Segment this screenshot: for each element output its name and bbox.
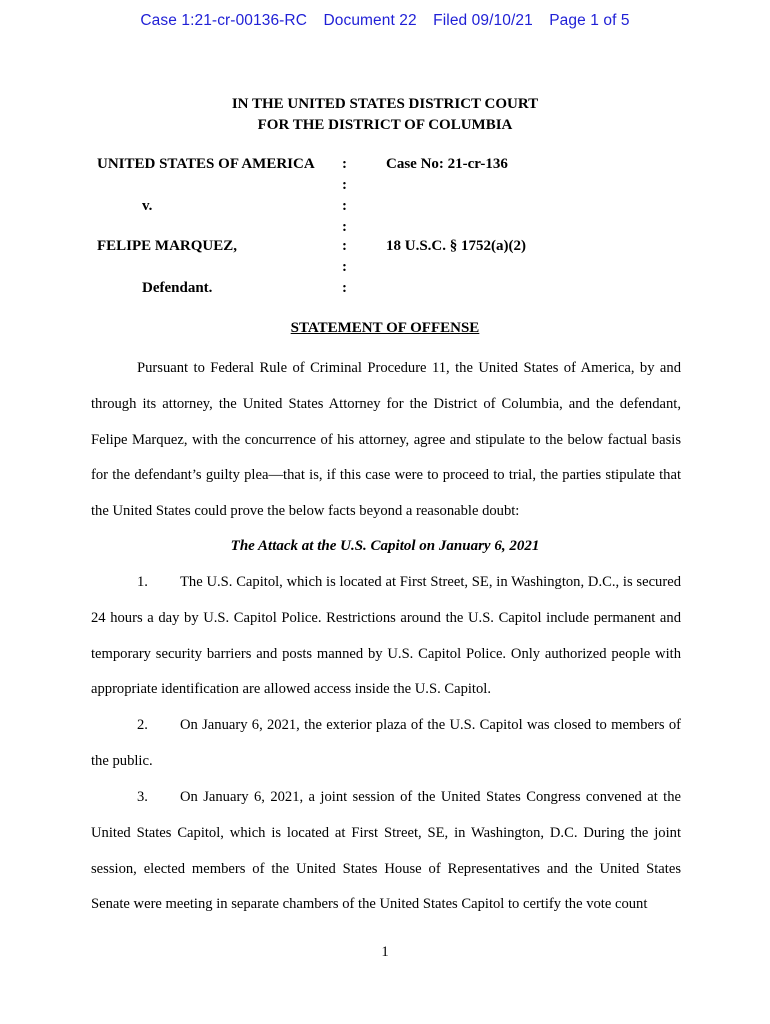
numbered-paragraph-2	[91, 708, 681, 780]
paragraph-text: The U.S. Capitol, which is located at First Street, SE, in Washington, D.C., is secured 24 hours a day by U.S. Capitol Police. Restrictions around the U.S. Capitol include permanent and temporary security barriers and posts manned by U.S. Capitol Police. Only authorized people with appropriate identification are allowed access inside the U.S. Capitol.	[91, 574, 681, 698]
section-heading: The Attack at the U.S. Capitol on January 6, 2021	[230, 538, 540, 554]
paragraph-number: 2.	[137, 717, 148, 733]
ecf-header-stamp	[0, 12, 770, 30]
paragraph-text: On January 6, 2021, the exterior plaza of the U.S. Capitol was closed to members of the public.	[91, 717, 681, 769]
numbered-paragraph-1	[91, 565, 681, 708]
caption-colon: :	[342, 219, 347, 235]
court-title-line-1: IN THE UNITED STATES DISTRICT COURT	[231, 96, 539, 112]
paragraph-number: 1.	[137, 574, 148, 590]
document-number-stamp: Document 22	[323, 12, 417, 29]
court-title	[0, 94, 770, 136]
case-number-stamp: Case 1:21-cr-00136-RC	[140, 12, 308, 29]
numbered-paragraph-3	[91, 780, 681, 923]
defendant-name: FELIPE MARQUEZ,	[97, 238, 238, 254]
court-title-line-2: FOR THE DISTRICT OF COLUMBIA	[257, 117, 513, 133]
case-number: Case No: 21-cr-136	[386, 156, 508, 172]
statute-citation: 18 U.S.C. § 1752(a)(2)	[386, 238, 526, 254]
caption-colon: :	[342, 259, 347, 275]
intro-paragraph: Pursuant to Federal Rule of Criminal Procedure 11, the United States of America, by and through its attorney, the United States Attorney for the District of Columbia, and the defendant, Felipe Marquez, with the concurrence of his attorney, agree and stipulate to the below factual basis for the defendant’s guilty plea—that is, if this case were to proceed to trial, the parties stipulate that the United States could prove the below facts beyond a reasonable doubt:	[91, 360, 681, 520]
caption-colon: :	[342, 238, 347, 254]
caption-colon: :	[342, 156, 347, 172]
paragraph-number: 3.	[137, 789, 148, 805]
document-title: STATEMENT OF OFFENSE	[290, 320, 480, 336]
paragraph-text: On January 6, 2021, a joint session of the United States Congress convened at the United States Capitol, which is located at First Street, SE, in Washington, D.C. During the joint session, elected members of the United States House of Representatives and the United States Senate were meeting in separate chambers of the United States Capitol to certify the vote count	[91, 789, 681, 913]
defendant-label: Defendant.	[142, 280, 213, 296]
filed-date-stamp: Filed 09/10/21	[433, 12, 533, 29]
page-count-stamp: Page 1 of 5	[549, 12, 630, 29]
plaintiff-name: UNITED STATES OF AMERICA	[97, 156, 315, 172]
caption-colon: :	[342, 177, 347, 193]
caption-colon: :	[342, 198, 347, 214]
caption-colon: :	[342, 280, 347, 296]
versus-label: v.	[142, 198, 153, 214]
case-caption	[0, 154, 770, 304]
page-number: 1	[381, 944, 389, 960]
